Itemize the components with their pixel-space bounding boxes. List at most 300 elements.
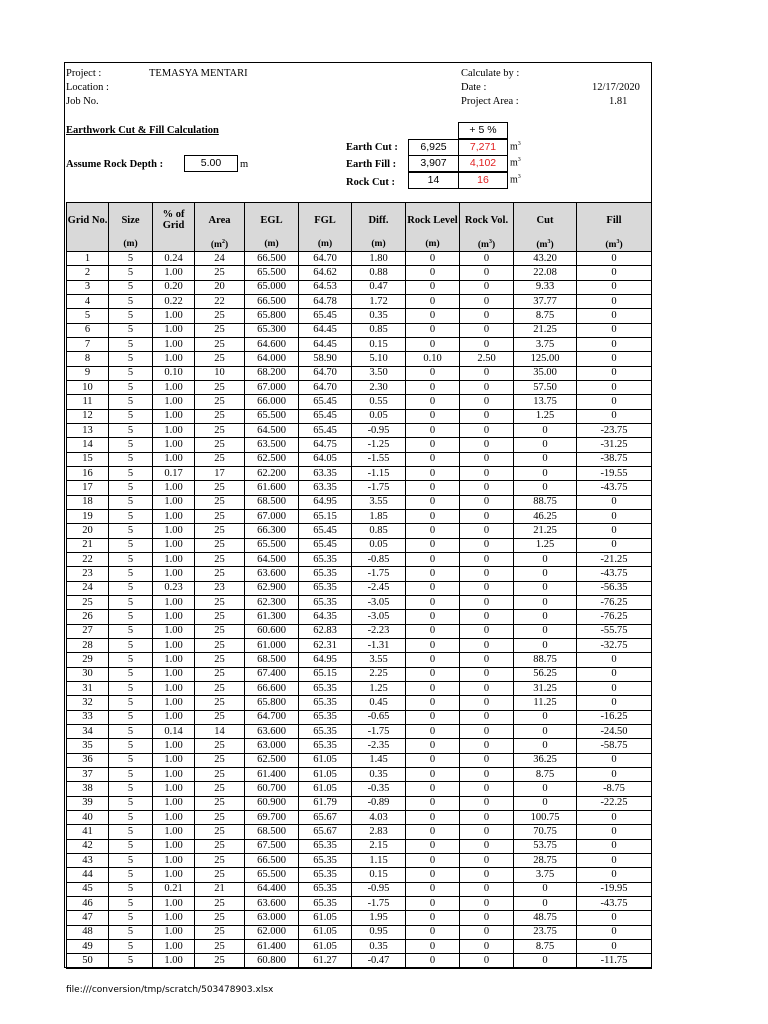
table-cell: 1.00 <box>153 438 195 452</box>
table-cell: 0 <box>577 352 652 366</box>
table-cell: 35 <box>67 739 109 753</box>
table-cell: 65.35 <box>299 868 352 882</box>
table-cell: 25 <box>195 825 245 839</box>
table-cell: 1.00 <box>153 868 195 882</box>
table-cell: 31.25 <box>514 682 577 696</box>
table-cell: 0 <box>514 882 577 896</box>
table-row <box>67 467 652 481</box>
table-cell: -43.75 <box>577 481 652 495</box>
table-cell: 0 <box>577 295 652 309</box>
table-cell: 65.000 <box>245 280 299 294</box>
table-row <box>67 796 652 810</box>
calculate-by-label: Calculate by : <box>461 68 520 79</box>
table-cell: 5 <box>109 495 153 509</box>
header-cut: Cut <box>514 203 577 238</box>
table-cell: 37.77 <box>514 295 577 309</box>
table-cell: 5 <box>109 868 153 882</box>
table-row <box>67 639 652 653</box>
table-cell: 0.85 <box>352 524 406 538</box>
table-cell: 28 <box>67 639 109 653</box>
earth-cut-label: Earth Cut : <box>346 142 398 153</box>
table-cell: 0 <box>577 381 652 395</box>
table-cell: 0 <box>577 839 652 853</box>
table-cell: 0 <box>577 753 652 767</box>
table-cell: -1.75 <box>352 481 406 495</box>
table-cell: 5 <box>109 939 153 953</box>
table-cell: 58.90 <box>299 352 352 366</box>
table-cell: 0 <box>406 624 460 638</box>
table-cell: 0 <box>577 309 652 323</box>
table-cell: 0 <box>460 438 514 452</box>
table-cell: 5 <box>109 395 153 409</box>
table-cell: 3.55 <box>352 653 406 667</box>
table-cell: 65.35 <box>299 724 352 738</box>
table-cell: 5 <box>109 653 153 667</box>
table-row <box>67 581 652 595</box>
table-cell: 8.75 <box>514 767 577 781</box>
table-row <box>67 853 652 867</box>
header-unit <box>67 237 109 252</box>
table-cell: 0.35 <box>352 767 406 781</box>
table-cell: 14 <box>67 438 109 452</box>
table-cell: 65.35 <box>299 739 352 753</box>
table-cell: 0 <box>460 954 514 968</box>
table-cell: -1.75 <box>352 567 406 581</box>
table-cell: 125.00 <box>514 352 577 366</box>
table-cell: 8.75 <box>514 309 577 323</box>
table-cell: 31 <box>67 682 109 696</box>
table-cell: 0 <box>460 624 514 638</box>
table-cell: 12 <box>67 409 109 423</box>
table-cell: 25 <box>195 810 245 824</box>
table-cell: 65.500 <box>245 538 299 552</box>
table-cell: -32.75 <box>577 639 652 653</box>
table-cell: 63.600 <box>245 567 299 581</box>
table-cell: 61.400 <box>245 767 299 781</box>
table-cell: 25 <box>195 767 245 781</box>
table-cell: 5 <box>109 481 153 495</box>
table-cell: 65.300 <box>245 323 299 337</box>
table-cell: 5 <box>109 409 153 423</box>
table-cell: 0 <box>514 481 577 495</box>
table-row <box>67 939 652 953</box>
table-cell: -1.55 <box>352 452 406 466</box>
table-cell: 8.75 <box>514 939 577 953</box>
table-cell: 5 <box>109 753 153 767</box>
table-cell: 0 <box>460 510 514 524</box>
table-row <box>67 352 652 366</box>
header-unit: $(m^3)$ <box>514 237 577 252</box>
table-cell: -76.25 <box>577 610 652 624</box>
table-cell: 25 <box>195 667 245 681</box>
table-cell: 0.95 <box>352 925 406 939</box>
table-cell: 0 <box>460 810 514 824</box>
table-cell: 68.500 <box>245 495 299 509</box>
table-cell: 0 <box>406 939 460 953</box>
table-cell: 61.05 <box>299 925 352 939</box>
table-cell: 0.10 <box>153 366 195 380</box>
table-row <box>67 767 652 781</box>
header-rock-vol: Rock Vol. <box>460 203 514 238</box>
header-unit: (m) <box>245 237 299 252</box>
table-cell: 25 <box>195 839 245 853</box>
table-cell: 65.35 <box>299 896 352 910</box>
table-cell: 0 <box>406 409 460 423</box>
table-cell: 65.45 <box>299 524 352 538</box>
table-cell: 25 <box>195 452 245 466</box>
table-cell: 0 <box>460 925 514 939</box>
table-cell: 4.03 <box>352 810 406 824</box>
table-cell: 25 <box>67 596 109 610</box>
table-row <box>67 753 652 767</box>
table-cell: 62.500 <box>245 452 299 466</box>
table-cell: 25 <box>195 610 245 624</box>
file-path-footer: file:///conversion/tmp/scratch/503478903.xlsx <box>66 985 274 995</box>
table-cell: 63.35 <box>299 467 352 481</box>
table-row <box>67 266 652 280</box>
table-cell: 23 <box>67 567 109 581</box>
table-cell: 5 <box>109 667 153 681</box>
table-cell: 0 <box>460 653 514 667</box>
table-cell: 0 <box>406 782 460 796</box>
table-cell: 17 <box>67 481 109 495</box>
table-cell: 0 <box>514 610 577 624</box>
plus-five-percent-box: + 5 % <box>458 122 508 139</box>
table-cell: 63.000 <box>245 739 299 753</box>
table-cell: 65.45 <box>299 538 352 552</box>
table-row <box>67 882 652 896</box>
table-cell: 65.35 <box>299 581 352 595</box>
table-cell: 62.200 <box>245 467 299 481</box>
table-cell: -1.25 <box>352 438 406 452</box>
table-cell: 1.00 <box>153 338 195 352</box>
table-cell: 0 <box>406 882 460 896</box>
table-cell: 0 <box>514 424 577 438</box>
table-cell: 60.700 <box>245 782 299 796</box>
table-cell: 2.83 <box>352 825 406 839</box>
table-cell: 61.600 <box>245 481 299 495</box>
rock-cut-label: Rock Cut : <box>346 177 395 188</box>
table-row <box>67 696 652 710</box>
table-cell: 1.00 <box>153 939 195 953</box>
table-cell: 65.45 <box>299 309 352 323</box>
table-cell: 63.600 <box>245 724 299 738</box>
table-cell: 1.00 <box>153 810 195 824</box>
table-row <box>67 366 652 380</box>
table-cell: 5 <box>109 338 153 352</box>
table-cell: 0 <box>514 639 577 653</box>
table-cell: 0 <box>577 395 652 409</box>
table-cell: 22 <box>67 553 109 567</box>
earth-fill-unit: $m^3$ <box>510 157 521 169</box>
table-cell: 0 <box>406 538 460 552</box>
table-cell: -3.05 <box>352 596 406 610</box>
header-fgl: FGL <box>299 203 352 238</box>
table-cell: 0 <box>514 581 577 595</box>
table-cell: 0.45 <box>352 696 406 710</box>
table-cell: 1.45 <box>352 753 406 767</box>
table-row <box>67 724 652 738</box>
table-cell: 25 <box>195 438 245 452</box>
table-cell: -43.75 <box>577 896 652 910</box>
table-cell: 25 <box>195 853 245 867</box>
table-cell: 64.35 <box>299 610 352 624</box>
table-cell: 1.00 <box>153 782 195 796</box>
table-cell: 5 <box>109 724 153 738</box>
table-cell: 1.00 <box>153 481 195 495</box>
table-row <box>67 280 652 294</box>
earth-fill-value: 3,907 <box>408 155 459 172</box>
table-cell: 64.62 <box>299 266 352 280</box>
table-cell: 0.47 <box>352 280 406 294</box>
table-row <box>67 839 652 853</box>
table-cell: 64.45 <box>299 338 352 352</box>
table-cell: 0 <box>460 696 514 710</box>
table-cell: 7 <box>67 338 109 352</box>
table-cell: 0 <box>460 567 514 581</box>
table-cell: 1 <box>67 252 109 266</box>
table-cell: 64.95 <box>299 495 352 509</box>
table-cell: 67.400 <box>245 667 299 681</box>
table-cell: 61.300 <box>245 610 299 624</box>
table-cell: 0 <box>460 452 514 466</box>
table-cell: 65.35 <box>299 853 352 867</box>
table-cell: 5 <box>109 710 153 724</box>
table-cell: 25 <box>195 911 245 925</box>
table-cell: 1.25 <box>514 538 577 552</box>
table-cell: 65.45 <box>299 409 352 423</box>
table-cell: 25 <box>195 481 245 495</box>
table-cell: 0 <box>577 853 652 867</box>
table-cell: 68.500 <box>245 653 299 667</box>
table-cell: 0.05 <box>352 409 406 423</box>
table-cell: 24 <box>195 252 245 266</box>
table-cell: 1.00 <box>153 696 195 710</box>
table-cell: 1.00 <box>153 266 195 280</box>
table-cell: -76.25 <box>577 596 652 610</box>
earthwork-table <box>66 202 652 969</box>
table-cell: 42 <box>67 839 109 853</box>
table-cell: 5 <box>109 596 153 610</box>
table-cell: 0 <box>406 381 460 395</box>
table-cell: 0 <box>406 753 460 767</box>
table-cell: 25 <box>195 868 245 882</box>
table-cell: -1.15 <box>352 467 406 481</box>
table-cell: 50 <box>67 954 109 968</box>
table-row <box>67 323 652 337</box>
table-cell: 0 <box>577 696 652 710</box>
table-cell: 66.500 <box>245 295 299 309</box>
table-cell: 64.78 <box>299 295 352 309</box>
table-cell: 5 <box>109 796 153 810</box>
table-cell: 25 <box>195 495 245 509</box>
header-unit: (m) <box>109 237 153 252</box>
table-cell: 5 <box>109 295 153 309</box>
table-cell: 0 <box>406 796 460 810</box>
project-area-value: 1.81 <box>609 96 628 107</box>
table-cell: 64.70 <box>299 252 352 266</box>
header-diff: Diff. <box>352 203 406 238</box>
table-cell: -16.25 <box>577 710 652 724</box>
table-cell: 1.00 <box>153 510 195 524</box>
table-cell: 0 <box>406 911 460 925</box>
table-cell: 0 <box>406 309 460 323</box>
table-cell: 66.300 <box>245 524 299 538</box>
table-cell: -0.95 <box>352 424 406 438</box>
table-cell: 67.000 <box>245 510 299 524</box>
table-cell: 0 <box>460 639 514 653</box>
table-cell: 0 <box>577 495 652 509</box>
table-cell: 1.00 <box>153 767 195 781</box>
table-cell: 61.79 <box>299 796 352 810</box>
table-row <box>67 553 652 567</box>
table-cell: 25 <box>195 352 245 366</box>
table-cell: 1.00 <box>153 524 195 538</box>
table-cell: -0.47 <box>352 954 406 968</box>
table-cell: 64.70 <box>299 366 352 380</box>
table-cell: 1.00 <box>153 538 195 552</box>
table-cell: 25 <box>195 524 245 538</box>
table-cell: 2.50 <box>460 352 514 366</box>
table-cell: 65.500 <box>245 409 299 423</box>
job-no-label: Job No. <box>66 96 99 107</box>
table-cell: 0 <box>406 438 460 452</box>
table-cell: 62.31 <box>299 639 352 653</box>
table-cell: 1.00 <box>153 682 195 696</box>
table-cell: 0 <box>460 767 514 781</box>
table-cell: 64.700 <box>245 710 299 724</box>
table-cell: 1.00 <box>153 896 195 910</box>
table-cell: 67.500 <box>245 839 299 853</box>
table-cell: 17 <box>195 467 245 481</box>
table-row <box>67 452 652 466</box>
table-row <box>67 782 652 796</box>
table-cell: 45 <box>67 882 109 896</box>
table-cell: 1.00 <box>153 825 195 839</box>
table-cell: 5 <box>109 767 153 781</box>
table-cell: 25 <box>195 782 245 796</box>
table-cell: 0 <box>460 853 514 867</box>
table-row <box>67 481 652 495</box>
table-cell: 0.05 <box>352 538 406 552</box>
header-percent-grid: % of Grid <box>153 203 195 238</box>
table-row <box>67 682 652 696</box>
table-cell: 61.000 <box>245 639 299 653</box>
table-cell: 0.22 <box>153 295 195 309</box>
table-cell: 1.72 <box>352 295 406 309</box>
table-cell: -19.95 <box>577 882 652 896</box>
table-cell: 8 <box>67 352 109 366</box>
project-label: Project : <box>66 68 102 79</box>
table-cell: 0 <box>460 610 514 624</box>
table-cell: 60.900 <box>245 796 299 810</box>
table-cell: 64.500 <box>245 553 299 567</box>
table-cell: 65.15 <box>299 667 352 681</box>
table-cell: 62.900 <box>245 581 299 595</box>
table-cell: 0 <box>460 896 514 910</box>
table-cell: 62.500 <box>245 753 299 767</box>
table-cell: 5 <box>109 323 153 337</box>
table-cell: 0 <box>577 280 652 294</box>
table-cell: 66.600 <box>245 682 299 696</box>
table-cell: 0 <box>460 395 514 409</box>
table-cell: 63.600 <box>245 896 299 910</box>
table-cell: -1.75 <box>352 724 406 738</box>
table-cell: 0 <box>514 710 577 724</box>
table-cell: 46.25 <box>514 510 577 524</box>
table-cell: 0.17 <box>153 467 195 481</box>
table-row <box>67 954 652 968</box>
table-cell: 35.00 <box>514 366 577 380</box>
table-cell: 64.500 <box>245 424 299 438</box>
table-cell: 5 <box>109 553 153 567</box>
table-cell: 5 <box>109 810 153 824</box>
table-cell: 64.05 <box>299 452 352 466</box>
table-cell: 0 <box>406 596 460 610</box>
table-cell: 13 <box>67 424 109 438</box>
header-unit: $(m^3)$ <box>577 237 652 252</box>
table-cell: 1.00 <box>153 710 195 724</box>
table-cell: 61.05 <box>299 911 352 925</box>
table-cell: -24.50 <box>577 724 652 738</box>
table-cell: -8.75 <box>577 782 652 796</box>
table-cell: 64.000 <box>245 352 299 366</box>
table-cell: 0 <box>460 495 514 509</box>
table-cell: -0.85 <box>352 553 406 567</box>
header-unit: $(m^3)$ <box>460 237 514 252</box>
table-cell: 61.27 <box>299 954 352 968</box>
table-cell: 40 <box>67 810 109 824</box>
table-cell: 0 <box>406 739 460 753</box>
header-grid-no: Grid No. <box>67 203 109 238</box>
table-cell: 1.15 <box>352 853 406 867</box>
table-cell: 1.00 <box>153 624 195 638</box>
table-cell: 66.500 <box>245 252 299 266</box>
table-cell: 63.35 <box>299 481 352 495</box>
table-cell: 0 <box>577 825 652 839</box>
header-unit: $(m^2)$ <box>195 237 245 252</box>
table-cell: 48.75 <box>514 911 577 925</box>
table-cell: 0 <box>406 295 460 309</box>
table-cell: 0 <box>514 596 577 610</box>
table-cell: 65.35 <box>299 710 352 724</box>
earth-fill-label: Earth Fill : <box>346 159 397 170</box>
earth-fill-plus-value: 4,102 <box>458 155 508 172</box>
table-cell: 20 <box>195 280 245 294</box>
table-row <box>67 653 652 667</box>
table-cell: 25 <box>195 409 245 423</box>
table-cell: 2 <box>67 266 109 280</box>
table-cell: 0 <box>460 596 514 610</box>
table-cell: 0 <box>577 366 652 380</box>
table-cell: 0.14 <box>153 724 195 738</box>
table-cell: 1.25 <box>352 682 406 696</box>
table-cell: 5 <box>109 381 153 395</box>
table-cell: 0 <box>406 925 460 939</box>
table-cell: 0 <box>577 939 652 953</box>
table-cell: 0 <box>406 724 460 738</box>
table-cell: 0 <box>406 467 460 481</box>
table-cell: 25 <box>195 395 245 409</box>
table-cell: -11.75 <box>577 954 652 968</box>
table-row <box>67 381 652 395</box>
table-cell: 0 <box>406 610 460 624</box>
table-cell: -1.31 <box>352 639 406 653</box>
rock-depth-label: Assume Rock Depth : <box>66 159 164 170</box>
table-cell: 64.400 <box>245 882 299 896</box>
table-cell: 68.500 <box>245 825 299 839</box>
table-cell: 5 <box>109 252 153 266</box>
